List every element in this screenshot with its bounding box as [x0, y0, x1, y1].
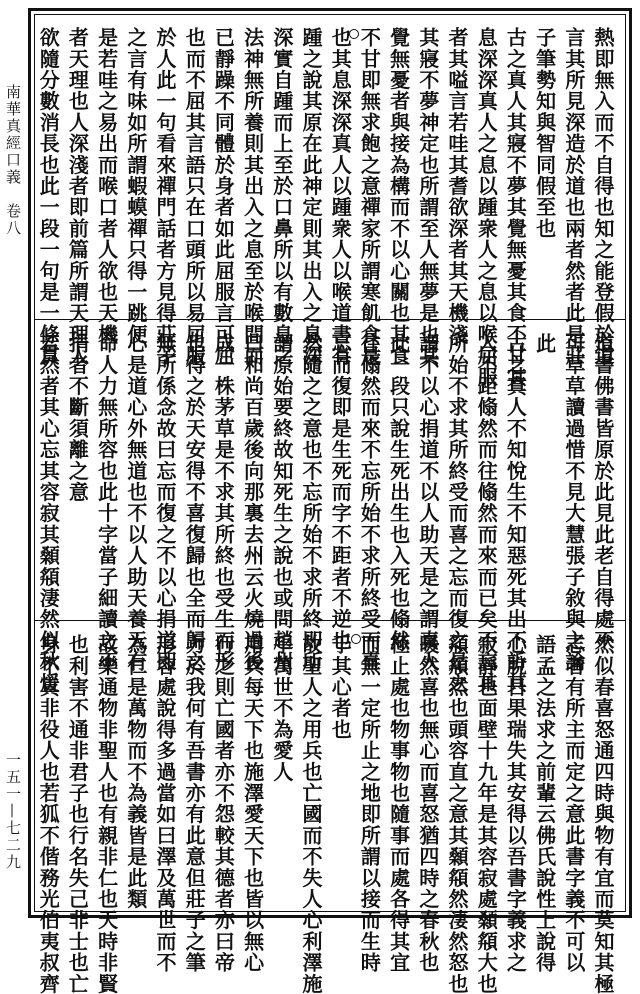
- text-column: 是若哇之易出而喉口者人欲也天機: [94, 27, 119, 345]
- page-frame-inner: [34, 14, 626, 994]
- text-column: 成一株茅草是不求其所終也受生而形: [211, 333, 236, 673]
- text-column: 故聖人之用兵也亡國而不失人心利澤施: [299, 634, 323, 994]
- text-column: 也得之於天安得不喜復歸也全而歸之: [182, 333, 207, 673]
- text-column: 法神無所養則其出入之息至於喉間而: [240, 27, 265, 367]
- text-column: 覺無憂者與接為構而不以心關也其食: [386, 27, 411, 367]
- text-column: 息深深真人之息以踵衆人之息以喉屈服: [474, 27, 499, 388]
- text-column: 寂靜也面壁十九年是其容寂處顙頯大也: [474, 634, 499, 994]
- text-column: 若然者其心忘其容寂其顙頯淒然似秋煖: [36, 333, 61, 694]
- text-column: 于其心者也: [328, 634, 353, 740]
- text-column: 語孟之法求之前輩云佛氏說性上說得: [532, 634, 557, 974]
- text-column: 忘而復即是生死而字不距者不逆也: [328, 333, 353, 651]
- text-column: 此: [532, 333, 557, 355]
- text-column: 無所係念故曰忘而復之不以心捐道即: [153, 333, 177, 673]
- text-column: 極止處也物事物也隨事而處各得其宜: [386, 634, 411, 974]
- page-number-margin: 一五一—七二九: [4, 752, 22, 871]
- text-column: 乎萬世不為愛人: [269, 634, 294, 783]
- text-column: 也利害不通非君子也行名失己非士也亡: [65, 634, 90, 994]
- text-column: 古之真人不知悅生不知惡死其出不訢其: [503, 333, 528, 694]
- text-column: 然隨之之意也不忘所始不求所終即所: [299, 333, 323, 673]
- text-panel-top: [36, 19, 619, 388]
- text-column: 子筆勢知與智同假至也: [532, 27, 557, 239]
- text-column: 曰和尚百歲後向那裏去州云火燒過後: [240, 333, 265, 673]
- text-panel-bottom: [36, 626, 619, 994]
- text-column: 已靜躁不同體於身者如此屈服言可屈: [211, 27, 236, 367]
- text-column: 入不距翛然而往翛然而來而已矣不忘其: [474, 333, 499, 694]
- text-column: 於人此一句看來禪門話者方見得莊子: [153, 27, 177, 367]
- text-column: 也而不屈其言語只在口頭所以易屈服: [182, 27, 207, 367]
- text-column: 道書佛書皆原於此見此老自得處不: [591, 333, 615, 651]
- page-frame: [28, 8, 632, 994]
- text-column: 心是道心外無道也不以人助天養天有: [123, 333, 148, 673]
- text-column: 頯頯然也頭容直之意其顙頯然淒然怒也: [445, 634, 469, 994]
- text-column: 而無一定所止之地即所謂以接而生時: [357, 634, 382, 974]
- text-column: 之言有味如所謂蝦蟆禪只得一跳便: [123, 27, 148, 345]
- text-column: 志者有所主而定之意此書字義不可以: [561, 634, 586, 974]
- text-column: 力於我何有吾書亦有此意但莊子之筆: [182, 634, 207, 974]
- text-column: 言其所見深造於道也兩者然者此是莊: [561, 27, 586, 367]
- text-column: 捐者不斷須離之意: [65, 333, 90, 503]
- text-column: 熱即無入而不自得也知之能登假於道: [591, 27, 615, 367]
- book-title-margin: 南華真經口義 卷八: [4, 84, 22, 237]
- text-column: 可草草讀過惜不見大慧張子敘與之論: [561, 333, 586, 673]
- text-column: 所始不求其所終受而喜之忘而復之是之: [445, 333, 469, 694]
- text-column: 心脫日果瑞失其安得以吾書字義求之: [503, 634, 528, 974]
- text-column: 欲隨分數消長也此一段一句是一條貫: [36, 27, 61, 367]
- text-column: 也其息深深真人以踵衆人以喉道書有: [328, 27, 353, 367]
- text-column: 形容處說得多過當如曰澤及萬世而不: [153, 634, 177, 974]
- text-column: 古之真人其寢不夢其覺無憂其食不甘其: [503, 27, 528, 388]
- text-column: 暖然喜也無心而喜怒猶四時之春秋也: [415, 634, 440, 974]
- text-column: 故樂通物非聖人也有親非仁也天時非賢: [94, 634, 119, 994]
- text-column: 不甘即無求飽之意禪家所謂寒飢食是: [357, 27, 382, 367]
- text-column: 然似春喜怒通四時與物有宜而莫知其極: [591, 634, 615, 994]
- text-column: 往翛然而來不忘所始不求所終受而喜: [357, 333, 382, 673]
- text-column: 行之則亡國者亦不怨較其德者亦曰帝: [211, 634, 236, 974]
- text-column: 者天理也人深淺者即前篇所謂天理人: [65, 27, 90, 367]
- text-column: 身不真非役人也若狐不偕務光伯夷叔齊: [36, 634, 61, 994]
- text-column: 謂不以心捐道不以人助天是之謂真人: [415, 333, 440, 673]
- text-column: 其寢不夢神定也所謂至人無夢是也其: [415, 27, 440, 367]
- text-column: 用兵每天下也施澤愛天下也皆以無心: [240, 634, 265, 974]
- text-column: 者其嗌言若哇其耆欲深者其天機淺: [445, 27, 469, 345]
- text-column: 深實自踵而上至於口鼻所以有數息之: [269, 27, 294, 367]
- text-column: 命人力無所容也此十字當子細讀之不: [94, 333, 119, 673]
- text-column: 此一段只說生死出生也入死也翛然: [386, 333, 411, 651]
- text-column: 踵之說其原在此神定則其出入之息深: [299, 27, 323, 367]
- text-column: 為仁是萬物而不為義皆是此類: [123, 634, 148, 910]
- text-column: 謂原始要終故知死生之說也或問趙州: [269, 333, 294, 673]
